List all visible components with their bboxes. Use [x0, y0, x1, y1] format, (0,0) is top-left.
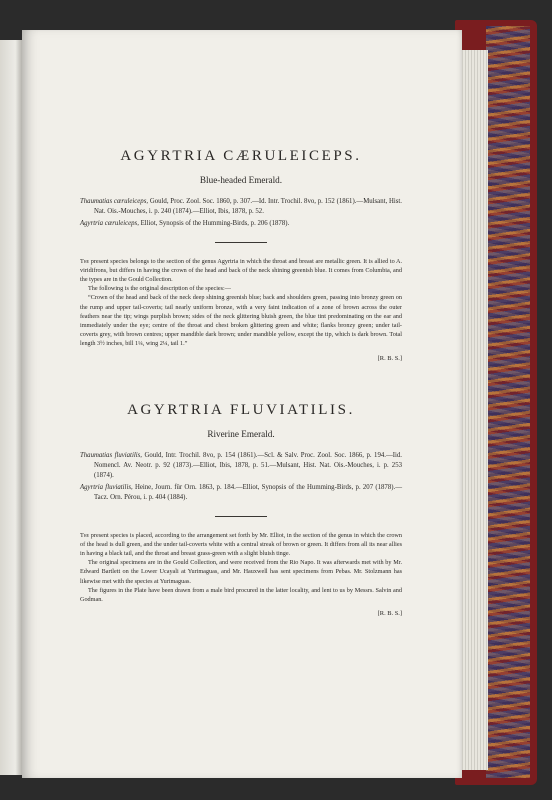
synonym-name: Thaumatias cæruleiceps, [80, 198, 149, 205]
synonym-name: Agyrtria cæruleiceps, [80, 220, 139, 228]
common-name: Riverine Emerald. [207, 428, 275, 439]
species-title: AGYRTRIA CÆRULEICEPS. [120, 148, 362, 164]
marbled-edge [486, 26, 530, 778]
species-entry-caeruleiceps [80, 148, 402, 362]
author-signature: [R. B. S.] [377, 354, 402, 362]
paragraph-text: present species belongs to the section of the genus Agyrtria in which the throat and breast are metallic green. It is allied to A. viridifrons, but differs in having the crown of the head and back of the neck shining greenish blue. It comes from Columbia, and the types are in the Gould Collection. [80, 257, 402, 284]
author-signature: [R. B. S.] [377, 610, 402, 618]
synonymy-reference [80, 219, 402, 229]
divider-rule [215, 242, 267, 243]
synonymy-reference [80, 197, 402, 217]
synonymy-reference [80, 451, 402, 482]
species-title: AGYRTRIA FLUVIATILIS. [127, 401, 355, 418]
synonymy-reference [80, 483, 402, 503]
synonym-name: Thaumatias fluviatilis, [80, 451, 142, 459]
body-paragraph [80, 257, 402, 285]
reference-text: Gould, Intr. Trochil. 8vo, p. 154 (1861).—Scl. & Salv. Proc. Zool. Soc. 1866, p. 194.—Iid. Nomencl. Av. Neotr. p. 92 (1873).—Elliot, Ibis, 1878, p. 51.—Mulsant, Hist. Nat. Ois.-Mouches, i. p. 253 (1874). [94, 451, 402, 480]
paragraph-text: The following is the original description of the species:— [88, 285, 231, 293]
paragraph-text: present species is placed, according to the arrangement set forth by Mr. Elliot, in the section of the genus in which the crown of the head is dull green, and the under tail-coverts white with a central streak of brown or green. It differs from all its near allies in having a black tail, and the throat and breast grass-green with a slight bluish tinge. [80, 531, 402, 558]
reference-text: Heine, Journ. für Orn. 1863, p. 184.—Elliot, Synopsis of the Humming-Birds, p. 207 (1878).—Tacz. Orn. Pérou, i. p. 404 (1884). [94, 484, 402, 502]
body-paragraph [80, 284, 402, 293]
body-paragraph [80, 531, 402, 559]
synonym-name: Agyrtria fluviatilis, [80, 484, 133, 492]
body-paragraph [80, 586, 402, 604]
paragraph-text: The figures in the Plate have been drawn from a male bird procured in the latter locality, and lent to us by Messrs. Salvin and Godman. [80, 586, 402, 604]
paragraph-lead: The [80, 257, 90, 265]
previous-page-edge [0, 40, 22, 775]
paragraph-text: “Crown of the head and back of the neck deep shining greenish blue; back and shoulders green, passing into bronzy green on the rump and upper tail-coverts; tail nearly uniform bronze, with a very faint indication of a zone of brown across the outer feathers near the tip; wings purplish brown; sides of the neck glittering bluish green, the blue tint predominating on the ear and immediately under the eye; centre of the throat and chest broken glittering green and white; flanks bronzy green; under tail-coverts grey, with brown centres; upper mandible dark brown; under mandible yellow, except the tip, which is dark brown. Total length 3½ inches, bill 1¼, wing 2¼, tail 1.” [80, 294, 402, 348]
common-name: Blue-headed Emerald. [199, 175, 283, 185]
paragraph-text: The original specimens are in the Gould Collection, and were received from the Rio Napo. It was afterwards met with by Mr. Edward Bartlett on the Lower Ucayali at Yurimaguas, and Mr. Hauxwell has sent specimens from Pebas. Mr. Stolzmann has likewise met with the species at Yurimaguas. [80, 559, 402, 585]
paragraph-lead: The [80, 531, 90, 539]
section-gap [80, 362, 402, 402]
body-paragraph [80, 558, 402, 586]
reference-text: Gould, Proc. Zool. Soc. 1860, p. 307.—Id. Intr. Trochil. 8vo, p. 152 (1861).—Mulsant, Hist. Nat. Ois.-Mouches, i. p. 240 (1874).—Elliot, Ibis, 1878, p. 52. [94, 198, 402, 216]
divider-rule [215, 516, 267, 517]
page-content [80, 148, 402, 617]
book-page [22, 30, 462, 778]
body-paragraph [80, 293, 402, 348]
reference-text: Elliot, Synopsis of the Humming-Birds, p. 206 (1878). [138, 220, 290, 228]
species-entry-fluviatilis [80, 402, 402, 618]
